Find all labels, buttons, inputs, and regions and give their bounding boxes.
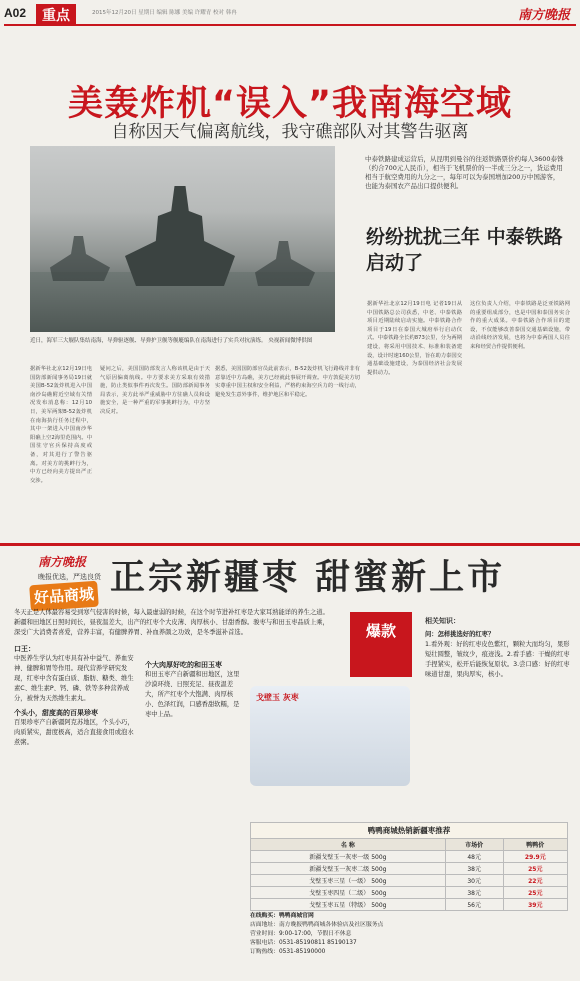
header-rule <box>4 24 576 26</box>
table-row <box>251 899 568 911</box>
table-cell: 新疆戈壁玉一灰枣一级 500g <box>251 851 446 863</box>
table-cell: 新疆戈壁玉一灰枣二级 500g <box>251 863 446 875</box>
table-cell: 戈壁玉枣四星（二级） 500g <box>251 887 446 899</box>
masthead-logo: 南方晚报 <box>517 8 570 23</box>
warship-photo <box>30 146 335 332</box>
article-column: 据新华社北京12月19日电 国防部新闻事务局19日就美国B-52轰炸机进入中国南沙岛礁附近空域有关情况发布消息称：12月10日，美军两架B-52轰炸机在南海执行任务过程中，其中一架进入中国南沙华阳礁上空2海里范围内。中国驻守官兵保持高度戒备，对其进行了警告驱离。对美方的挑衅行为，中方已经向美方提出严正交涉。 <box>30 366 92 484</box>
ad-heading: 口王： <box>14 645 35 653</box>
table-cell: 38元 <box>445 887 503 899</box>
product-badge-box <box>350 612 412 677</box>
price-table-grid <box>250 838 568 911</box>
contact-line: 营业时间：9:00-17:00，节假日不休息 <box>250 931 352 937</box>
related-question: 问：怎样挑选好的红枣？ <box>425 631 495 638</box>
contact-line: 在线购买：鸭鸭商城官网 <box>250 913 314 919</box>
related-title: 相关知识： <box>425 617 460 625</box>
product-box-label: 爆款 <box>365 622 396 640</box>
contact-info <box>250 912 570 957</box>
table-cell: 30元 <box>445 875 503 887</box>
related-answer: 1.看外观：好的红枣皮色紫红，颗粒大而均匀，果形短壮圆整，皱纹少，痕迹浅。2.看手感：干燥的红枣手捏紧实，松开后能恢复原状。3.尝口感：好的红枣味道甘甜，果肉厚实，核小。 <box>425 641 570 678</box>
product-image <box>250 686 410 786</box>
article-column: 疑问之后，美国国防部发言人称该机是由于天气原因偏离航线。中方要求美方采取有效措施，防止类似事件再次发生。国防部新闻事务局表示，美方此举严重威胁中方驻礁人员和设施安全，是一种严重的军事挑衅行为，中方坚决反对。 <box>100 366 210 415</box>
article-column: 据悉，美国国防部官员此前表示，B-52轰炸机飞行路线并非有意靠近中方岛礁，美方已经就此事展开调查。中方敦促美方切实尊重中国主权和安全利益，严格约束海空兵力的一线行动，避免发生意外事件，维护地区和平稳定。 <box>215 366 360 398</box>
table-cell: 22元 <box>503 875 567 887</box>
photo-caption: 近日，海军三大舰队集结南海，导弹驱逐舰、导弹护卫舰等舰艇编队在南海进行了实兵对抗演练。 央视新闻微博供图 <box>30 338 313 344</box>
ad-heading: 个头小，甜度高的百果珍枣 <box>14 709 98 717</box>
section-label: 重点 <box>36 4 76 26</box>
table-header: 名 称 <box>251 839 446 851</box>
table-row <box>251 887 568 899</box>
product-label: 戈壁玉 灰枣 <box>256 693 299 702</box>
main-headline: 美轰炸机“误入”我南海空域 <box>67 84 512 124</box>
table-cell: 25元 <box>503 863 567 875</box>
issue-meta: 2015年12月20日 星期日 编辑 陈娜 美编 许耀青 校对 韩冉 <box>92 10 237 16</box>
ad-intro-text: 冬天正是人体最容易受到寒气侵害的时候，每入最虚弱的时候，在这个时节进补红枣是大家耳熟能详的养生之道。新疆和田地区日照时间长，昼夜温差大，出产的红枣个大皮薄、肉厚核小、甘甜香醇。骏枣与和田玉枣品质上乘，深受广大消费者喜爱，营养丰富，有健脾养胃、补血养颜之功效，是冬季滋补首选。 <box>14 609 329 636</box>
side-title: 纷纷扰扰三年 中泰铁路启动了 <box>366 226 563 274</box>
table-cell: 戈壁玉枣三星（一级） 500g <box>251 875 446 887</box>
table-cell: 38元 <box>445 863 503 875</box>
ship-silhouette <box>255 241 315 286</box>
ship-silhouette <box>50 236 110 281</box>
ad-badge: 好品商城 <box>29 581 99 612</box>
section-divider <box>0 543 580 546</box>
ad-title: 正宗新疆枣 甜蜜新上市 <box>110 558 506 598</box>
ad-paragraph: 百果珍枣产自新疆阿克苏地区，个头小巧，肉质紧实，甜度极高，适合直接食用或泡水煮粥。 <box>14 719 134 746</box>
contact-line: 店面地址：南方晚报鸭鸭商城各体验店及社区服务点 <box>250 922 384 928</box>
ad-heading: 个大肉厚好吃的和田玉枣 <box>145 661 222 669</box>
table-row <box>251 863 568 875</box>
table-header-row <box>251 839 568 851</box>
table-row <box>251 851 568 863</box>
table-cell: 29.9元 <box>503 851 567 863</box>
table-cell: 48元 <box>445 851 503 863</box>
main-subhead: 自称因天气偏离航线，我守礁部队对其警告驱离 <box>111 122 469 142</box>
ad-logo: 南方晚报 <box>38 555 87 569</box>
table-header: 市场价 <box>445 839 503 851</box>
page-number: A02 <box>4 6 27 20</box>
ad-paragraph: 和田玉枣产自新疆和田地区，这里沙漠环绕、日照充足、昼夜温差大，所产红枣个大饱满、肉厚核小、色泽红润，口感香甜软糯，是枣中上品。 <box>145 671 240 718</box>
table-cell: 39元 <box>503 899 567 911</box>
ad-slogan: 晚报优选，严选良货 <box>38 573 101 581</box>
table-cell: 25元 <box>503 887 567 899</box>
ship-silhouette <box>125 186 235 286</box>
contact-line: 客服电话：0531-85190811 85190137 <box>250 940 357 946</box>
price-table-title: 鸭鸭商城热销新疆枣推荐 <box>250 822 568 838</box>
article-column: 这位负责人介绍，中泰铁路是泛亚铁路网的重要组成部分，也是中国和泰国务实合作的重大成果。中泰铁路合作项目的建设，不仅能够改善泰国交通基础设施，带动沿线经济发展，也将为中泰两国人员往来和经贸合作提供便利。 <box>470 301 570 350</box>
price-table <box>250 822 568 911</box>
table-cell: 戈壁玉枣五星（特级） 500g <box>251 899 446 911</box>
article-column: 据新华社北京12月19日电 记者19日从中国铁路总公司获悉，中老、中泰铁路项目近期陆续启动实施。中泰铁路合作项目于19日在泰国大城府举行启动仪式。中泰铁路全长约873公里，分为两期建设，将采用中国技术、标准和装备建设，设计时速160公里，旨在助力泰国交通基础设施建设，为泰国经济社会发展提供动力。 <box>367 301 462 376</box>
table-header: 鸭鸭价 <box>503 839 567 851</box>
side-summary: 中泰铁路建成运营后，从昆明到曼谷的往返铁路票价约每人3600泰铢（约合700元人民币），相当于飞机票价的一半或三分之一，货运费用相当于航空费用的九分之一，每年可以为泰国增加200万中国游客，也能为泰国农产品出口提供便利。 <box>365 155 564 190</box>
ad-column <box>145 660 240 720</box>
table-cell: 56元 <box>445 899 503 911</box>
related-box <box>425 630 570 680</box>
contact-line: 订购热线：0531-85190000 <box>250 949 326 955</box>
ad-paragraph: 中医养生学认为红枣具有补中益气、养血安神、健脾和胃等作用。现代营养学研究发现，红枣中含有蛋白质、脂肪、糖类、维生素C、维生素P、钙、磷、铁等多种营养成分，被誉为天然维生素丸。 <box>14 655 134 702</box>
table-row <box>251 875 568 887</box>
